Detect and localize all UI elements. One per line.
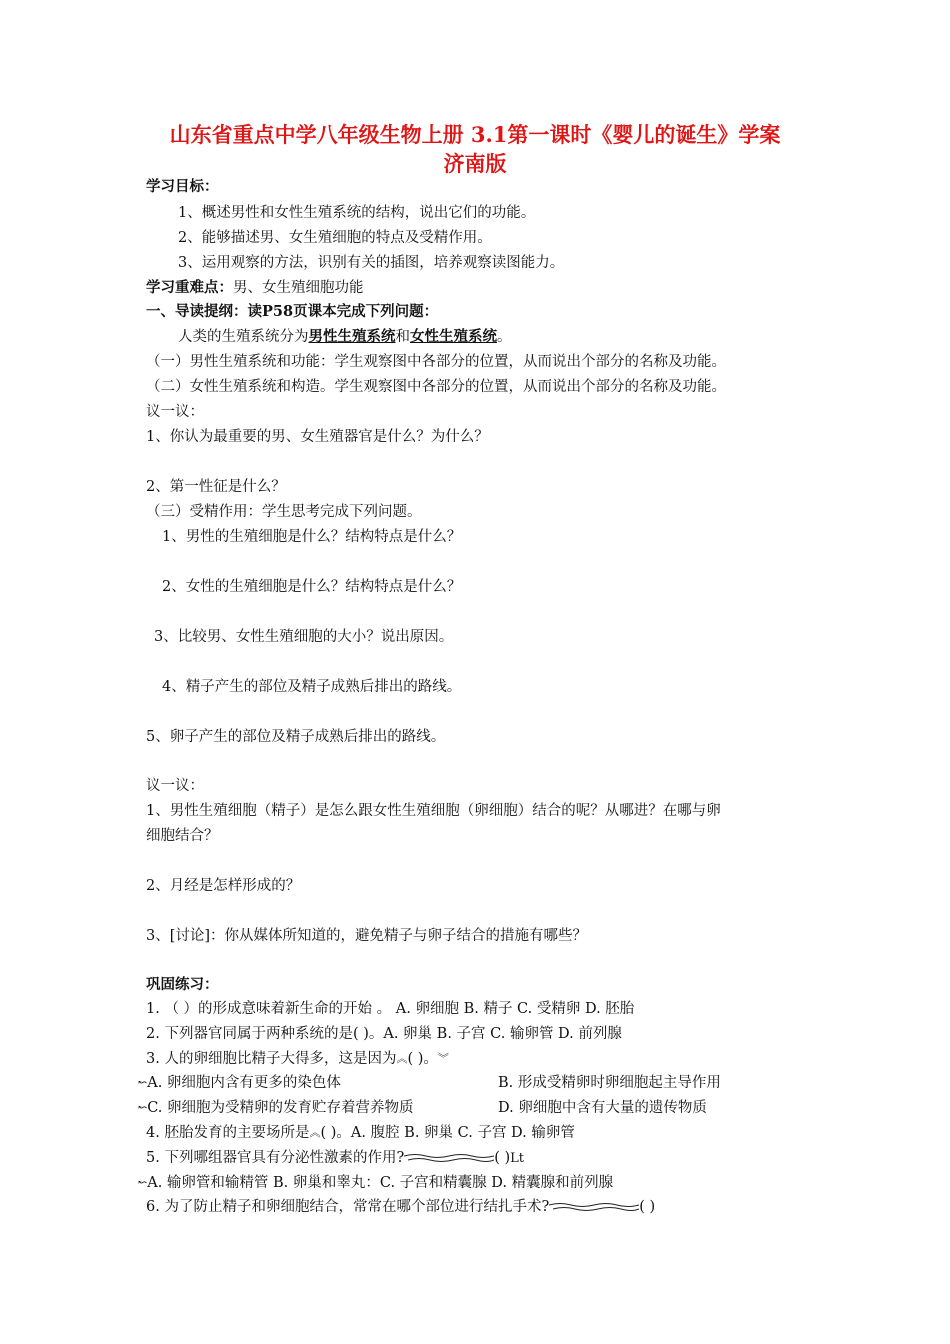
practice-question-text: 3. 人的卵细胞比精子大得多，这是因为 <box>146 1051 397 1067</box>
discuss2-question: 2、月经是怎样形成的？ <box>146 878 301 894</box>
practice-option: B. 形成受精卵时卵细胞起主导作用 <box>498 1075 721 1091</box>
wavy-blank-icon <box>549 1202 639 1212</box>
discuss2-question: 3、[讨论]：你从媒体所知道的，避免精子与卵子结合的措施有哪些？ <box>146 928 588 944</box>
key-points <box>146 278 364 298</box>
guide-heading: 一、导读提纲：读P58页课本完成下列问题： <box>146 303 439 320</box>
guide-part1: （一）男性生殖系统和功能：学生观察图中各部分的位置，从而说出个部分的名称及功能。 <box>146 354 726 370</box>
guide-part3: （三）受精作用：学生思考完成下列问题。 <box>146 504 422 520</box>
objective-item: 3、运用观察的方法，识别有关的插图，培养观察读图能力。 <box>178 255 565 271</box>
chevron-mark-icon: ︾ <box>437 1052 449 1065</box>
document-title-line1: 山东省重点中学八年级生物上册 3.1第一课时《婴儿的诞生》学案 <box>169 122 781 147</box>
practice-option <box>138 1098 414 1118</box>
part3-question: 3、比较男、女性生殖细胞的大小？说出原因。 <box>154 629 454 645</box>
guide-intro-text: 人类的生殖系统分为 <box>178 329 309 345</box>
discuss2-question-cont: 细胞结合？ <box>146 828 219 844</box>
practice-question-text: 6. 为了防止精子和卵细胞结合，常常在哪个部位进行结扎手术? <box>146 1199 550 1215</box>
document-title-line2: 济南版 <box>443 151 507 176</box>
objective-item: 1、概述男性和女性生殖系统的结构，说出它们的功能。 <box>178 205 536 221</box>
guide-intro <box>178 327 512 347</box>
option-text: C. 卵细胞为受精卵的发育贮存着营养物质 <box>147 1100 414 1116</box>
practice-option <box>138 1173 613 1193</box>
scribble-mark-icon: ↜ <box>138 1176 148 1189</box>
practice-question-text: 4. 胚胎发育的主要场所是 <box>146 1125 310 1141</box>
key-points-text: 男、女生殖细胞功能 <box>233 280 364 296</box>
practice-question <box>146 1049 449 1069</box>
male-system-term: 男性生殖系统 <box>308 328 396 345</box>
practice-question <box>146 1148 524 1169</box>
practice-question-text: ( )。A. 腹腔 B. 卵巢 C. 子宫 D. 输卵管 <box>320 1125 575 1141</box>
handwritten-mark: Lt <box>510 1151 525 1166</box>
practice-option: D. 卵细胞中含有大量的遗传物质 <box>498 1100 707 1116</box>
discuss1-heading: 议一议： <box>146 404 204 420</box>
part3-question: 5、卵子产生的部位及精子成熟后排出的路线。 <box>146 729 446 745</box>
part3-question: 2、女性的生殖细胞是什么？结构特点是什么？ <box>162 579 462 595</box>
wavy-blank-icon <box>404 1153 494 1163</box>
practice-question-text: ( ) <box>494 1150 511 1166</box>
practice-question: 1. （ ）的形成意味着新生命的开始 。 A. 卵细胞 B. 精子 C. 受精卵 D. 胚胎 <box>146 1001 635 1017</box>
guide-intro-text: 。 <box>497 329 512 345</box>
guide-intro-text: 和 <box>395 329 410 345</box>
practice-question-text: ( )。 <box>407 1051 438 1067</box>
key-points-label: 学习重难点： <box>146 279 233 296</box>
caret-mark-icon: ︽ <box>396 1052 408 1065</box>
discuss2-heading: 议一议： <box>146 778 204 794</box>
practice-question-text: 5. 下列哪组器官具有分泌性激素的作用? <box>146 1150 405 1166</box>
practice-heading: 巩固练习： <box>146 976 219 993</box>
option-text: A. 输卵管和输精管 B. 卵巢和睾丸：C. 子宫和精囊腺 D. 精囊腺和前列腺 <box>147 1175 614 1191</box>
practice-question <box>146 1123 575 1143</box>
guide-part2: （二）女性生殖系统和构造。学生观察图中各部分的位置，从而说出个部分的名称及功能。 <box>146 379 726 395</box>
practice-option <box>138 1073 341 1093</box>
part3-question: 1、男性的生殖细胞是什么？结构特点是什么？ <box>162 529 462 545</box>
caret-mark-icon: ︽ <box>309 1126 321 1139</box>
discuss2-question: 1、男性生殖细胞（精子）是怎么跟女性生殖细胞（卵细胞）结合的呢？从哪进？在哪与卵 <box>146 803 721 819</box>
discuss1-question: 2、第一性征是什么？ <box>146 479 286 495</box>
practice-question-text: ( ) <box>639 1199 656 1215</box>
objective-item: 2、能够描述男、女生殖细胞的特点及受精作用。 <box>178 230 492 246</box>
practice-question <box>146 1197 655 1217</box>
scribble-mark-icon: ↜ <box>138 1076 148 1089</box>
part3-question: 4、精子产生的部位及精子成熟后排出的路线。 <box>162 679 462 695</box>
discuss1-question: 1、你认为最重要的男、女生殖器官是什么？为什么？ <box>146 429 489 445</box>
option-text: A. 卵细胞内含有更多的染色体 <box>147 1075 341 1091</box>
scribble-mark-icon: ↜ <box>138 1101 148 1114</box>
female-system-term: 女性生殖系统 <box>410 328 497 345</box>
objectives-heading: 学习目标： <box>146 178 219 195</box>
practice-question: 2. 下列器官同属于两种系统的是( )。A. 卵巢 B. 子宫 C. 输卵管 D. 前列腺 <box>146 1026 622 1042</box>
